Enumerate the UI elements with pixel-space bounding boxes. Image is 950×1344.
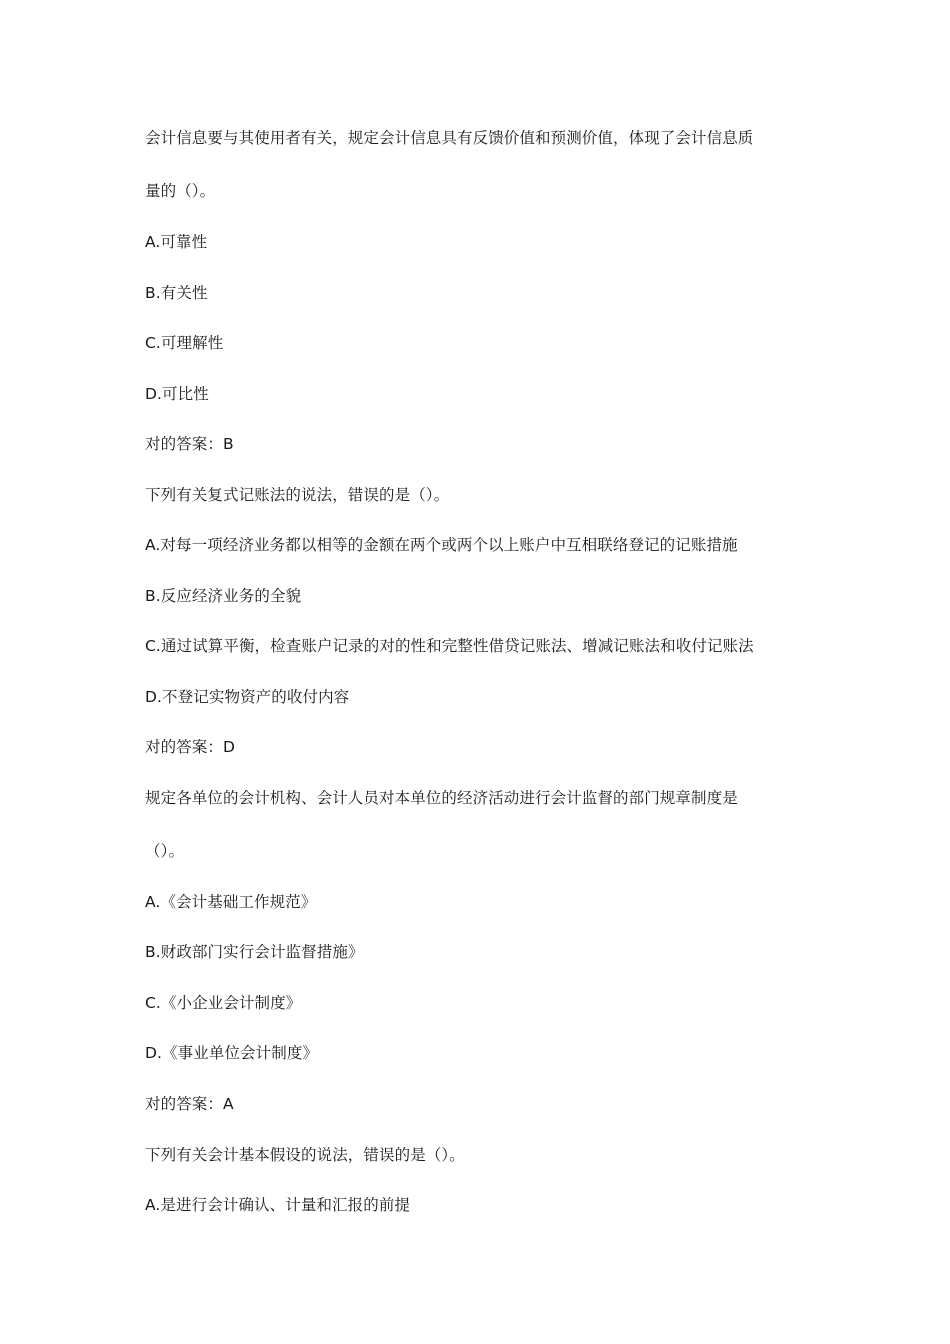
question-1-option-d: D.可比性 [145, 385, 209, 403]
question-4-option-a: A.是进行会计确认、计量和汇报的前提 [145, 1196, 411, 1214]
question-2-option-a: A.对每一项经济业务都以相等的金额在两个或两个以上账户中互相联络登记的记账措施 [145, 536, 738, 554]
question-1-answer: 对的答案：B [145, 435, 234, 453]
question-2-option-b: B.反应经济业务的全貌 [145, 587, 302, 605]
question-2-answer: 对的答案：D [145, 738, 236, 756]
question-2-option-d: D.不登记实物资产的收付内容 [145, 688, 350, 706]
question-1-option-c: C.可理解性 [145, 334, 224, 352]
question-1-stem-line-2: 量的（）。 [145, 182, 216, 200]
question-3-answer: 对的答案：A [145, 1095, 234, 1113]
question-3-option-c: C.《小企业会计制度》 [145, 994, 302, 1012]
question-3-stem-line-1: 规定各单位的会计机构、会计人员对本单位的经济活动进行会计监督的部门规章制度是 [145, 789, 738, 807]
question-1-stem-line-1: 会计信息要与其使用者有关，规定会计信息具有反馈价值和预测价值，体现了会计信息质 [145, 129, 754, 147]
question-2-stem-line-1: 下列有关复式记账法的说法，错误的是（）。 [145, 486, 450, 504]
question-3-option-b: B.财政部门实行会计监督措施》 [145, 943, 364, 961]
question-4-stem-line-1: 下列有关会计基本假设的说法，错误的是（）。 [145, 1146, 465, 1164]
question-1-option-b: B.有关性 [145, 284, 208, 302]
question-1-option-a: A.可靠性 [145, 233, 208, 251]
question-2-option-c: C.通过试算平衡，检查账户记录的对的性和完整性借贷记账法、增减记账法和收付记账法 [145, 637, 754, 655]
question-3-option-d: D.《事业单位会计制度》 [145, 1044, 319, 1062]
question-3-option-a: A.《会计基础工作规范》 [145, 893, 317, 911]
question-3-stem-line-2: （）。 [145, 842, 185, 860]
